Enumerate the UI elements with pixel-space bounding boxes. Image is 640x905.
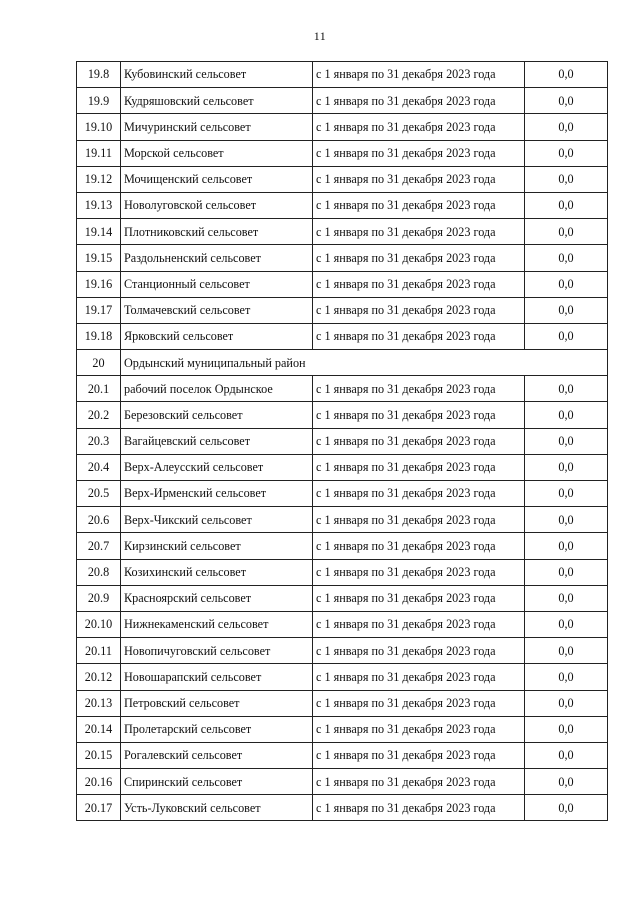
row-number: 20.13 (77, 690, 121, 716)
value-cell: 0,0 (525, 769, 608, 795)
row-number: 20.7 (77, 533, 121, 559)
period-cell: с 1 января по 31 декабря 2023 года (313, 376, 525, 402)
period-cell: с 1 января по 31 декабря 2023 года (313, 192, 525, 218)
district-name: Ордынский муниципальный район (121, 350, 608, 376)
municipality-name: Верх-Ирменский сельсовет (121, 481, 313, 507)
period-cell: с 1 января по 31 декабря 2023 года (313, 323, 525, 349)
table-row (77, 742, 608, 768)
table-row (77, 166, 608, 192)
period-cell: с 1 января по 31 декабря 2023 года (313, 716, 525, 742)
value-cell: 0,0 (525, 114, 608, 140)
table-row (77, 88, 608, 114)
row-number: 20.16 (77, 769, 121, 795)
municipality-name: Кирзинский сельсовет (121, 533, 313, 559)
municipality-name: Спиринский сельсовет (121, 769, 313, 795)
table-row (77, 585, 608, 611)
period-cell: с 1 января по 31 декабря 2023 года (313, 454, 525, 480)
table-row (77, 664, 608, 690)
value-cell: 0,0 (525, 585, 608, 611)
table-row (77, 140, 608, 166)
municipality-name: Новошарапский сельсовет (121, 664, 313, 690)
value-cell: 0,0 (525, 481, 608, 507)
value-cell: 0,0 (525, 664, 608, 690)
value-cell: 0,0 (525, 245, 608, 271)
value-cell: 0,0 (525, 402, 608, 428)
period-cell: с 1 января по 31 декабря 2023 года (313, 62, 525, 88)
table-row (77, 428, 608, 454)
value-cell: 0,0 (525, 533, 608, 559)
period-cell: с 1 января по 31 декабря 2023 года (313, 140, 525, 166)
table-row (77, 454, 608, 480)
period-cell: с 1 января по 31 декабря 2023 года (313, 507, 525, 533)
municipality-name: рабочий поселок Ордынское (121, 376, 313, 402)
municipality-name: Березовский сельсовет (121, 402, 313, 428)
period-cell: с 1 января по 31 декабря 2023 года (313, 769, 525, 795)
municipality-name: Козихинский сельсовет (121, 559, 313, 585)
period-cell: с 1 января по 31 декабря 2023 года (313, 638, 525, 664)
municipality-name: Рогалевский сельсовет (121, 742, 313, 768)
row-number: 19.13 (77, 192, 121, 218)
value-cell: 0,0 (525, 454, 608, 480)
row-number: 19.9 (77, 88, 121, 114)
municipality-name: Красноярский сельсовет (121, 585, 313, 611)
row-number: 19.14 (77, 219, 121, 245)
period-cell: с 1 января по 31 декабря 2023 года (313, 690, 525, 716)
value-cell: 0,0 (525, 638, 608, 664)
value-cell: 0,0 (525, 88, 608, 114)
table-row (77, 638, 608, 664)
table-row (77, 219, 608, 245)
row-number: 20.9 (77, 585, 121, 611)
municipality-name: Раздольненский сельсовет (121, 245, 313, 271)
value-cell: 0,0 (525, 62, 608, 88)
value-cell: 0,0 (525, 323, 608, 349)
table-row (77, 559, 608, 585)
municipality-name: Кудряшовский сельсовет (121, 88, 313, 114)
value-cell: 0,0 (525, 219, 608, 245)
table-row (77, 507, 608, 533)
table-row (77, 690, 608, 716)
row-number: 20.10 (77, 611, 121, 637)
table-row (77, 376, 608, 402)
municipality-name: Усть-Луковский сельсовет (121, 795, 313, 821)
municipality-name: Мочищенский сельсовет (121, 166, 313, 192)
budget-table (76, 61, 608, 821)
period-cell: с 1 января по 31 декабря 2023 года (313, 245, 525, 271)
period-cell: с 1 января по 31 декабря 2023 года (313, 271, 525, 297)
municipality-name: Верх-Чикский сельсовет (121, 507, 313, 533)
table-row (77, 795, 608, 821)
municipality-name: Новопичуговский сельсовет (121, 638, 313, 664)
row-number: 19.18 (77, 323, 121, 349)
page-number: 11 (313, 29, 327, 43)
row-number: 19.11 (77, 140, 121, 166)
period-cell: с 1 января по 31 декабря 2023 года (313, 428, 525, 454)
table-row (77, 323, 608, 349)
row-number: 19.8 (77, 62, 121, 88)
table-row (77, 245, 608, 271)
row-number: 20.11 (77, 638, 121, 664)
municipality-name: Новолуговской сельсовет (121, 192, 313, 218)
row-number: 20.3 (77, 428, 121, 454)
value-cell: 0,0 (525, 166, 608, 192)
municipality-name: Мичуринский сельсовет (121, 114, 313, 140)
value-cell: 0,0 (525, 297, 608, 323)
table-row (77, 716, 608, 742)
table-row (77, 114, 608, 140)
table-row (77, 297, 608, 323)
value-cell: 0,0 (525, 795, 608, 821)
table-row (77, 533, 608, 559)
period-cell: с 1 января по 31 декабря 2023 года (313, 611, 525, 637)
period-cell: с 1 января по 31 декабря 2023 года (313, 219, 525, 245)
municipality-name: Станционный сельсовет (121, 271, 313, 297)
table-row (77, 402, 608, 428)
table-row (77, 192, 608, 218)
row-number: 20.17 (77, 795, 121, 821)
period-cell: с 1 января по 31 декабря 2023 года (313, 664, 525, 690)
table-row (77, 271, 608, 297)
value-cell: 0,0 (525, 271, 608, 297)
municipality-name: Нижнекаменский сельсовет (121, 611, 313, 637)
value-cell: 0,0 (525, 690, 608, 716)
municipality-name: Верх-Алеусский сельсовет (121, 454, 313, 480)
period-cell: с 1 января по 31 декабря 2023 года (313, 114, 525, 140)
row-number: 20.5 (77, 481, 121, 507)
row-number: 19.12 (77, 166, 121, 192)
section-header-row (77, 350, 608, 376)
value-cell: 0,0 (525, 507, 608, 533)
value-cell: 0,0 (525, 559, 608, 585)
municipality-name: Морской сельсовет (121, 140, 313, 166)
row-number: 19.10 (77, 114, 121, 140)
value-cell: 0,0 (525, 428, 608, 454)
value-cell: 0,0 (525, 716, 608, 742)
period-cell: с 1 января по 31 декабря 2023 года (313, 742, 525, 768)
table-row (77, 769, 608, 795)
period-cell: с 1 января по 31 декабря 2023 года (313, 481, 525, 507)
row-number: 19.16 (77, 271, 121, 297)
period-cell: с 1 января по 31 декабря 2023 года (313, 166, 525, 192)
row-number: 20.8 (77, 559, 121, 585)
period-cell: с 1 января по 31 декабря 2023 года (313, 297, 525, 323)
row-number: 20 (77, 350, 121, 376)
row-number: 20.14 (77, 716, 121, 742)
municipality-name: Петровский сельсовет (121, 690, 313, 716)
value-cell: 0,0 (525, 611, 608, 637)
table-row (77, 62, 608, 88)
table-row (77, 481, 608, 507)
period-cell: с 1 января по 31 декабря 2023 года (313, 585, 525, 611)
period-cell: с 1 января по 31 декабря 2023 года (313, 402, 525, 428)
period-cell: с 1 января по 31 декабря 2023 года (313, 795, 525, 821)
row-number: 20.2 (77, 402, 121, 428)
row-number: 20.12 (77, 664, 121, 690)
municipality-name: Пролетарский сельсовет (121, 716, 313, 742)
row-number: 20.4 (77, 454, 121, 480)
value-cell: 0,0 (525, 192, 608, 218)
table-row (77, 611, 608, 637)
value-cell: 0,0 (525, 742, 608, 768)
municipality-name: Толмачевский сельсовет (121, 297, 313, 323)
row-number: 20.15 (77, 742, 121, 768)
value-cell: 0,0 (525, 376, 608, 402)
municipality-name: Ярковский сельсовет (121, 323, 313, 349)
row-number: 20.1 (77, 376, 121, 402)
municipality-name: Плотниковский сельсовет (121, 219, 313, 245)
row-number: 19.15 (77, 245, 121, 271)
period-cell: с 1 января по 31 декабря 2023 года (313, 88, 525, 114)
municipality-name: Кубовинский сельсовет (121, 62, 313, 88)
row-number: 19.17 (77, 297, 121, 323)
municipality-name: Вагайцевский сельсовет (121, 428, 313, 454)
period-cell: с 1 января по 31 декабря 2023 года (313, 559, 525, 585)
value-cell: 0,0 (525, 140, 608, 166)
period-cell: с 1 января по 31 декабря 2023 года (313, 533, 525, 559)
table-body (77, 62, 608, 821)
row-number: 20.6 (77, 507, 121, 533)
